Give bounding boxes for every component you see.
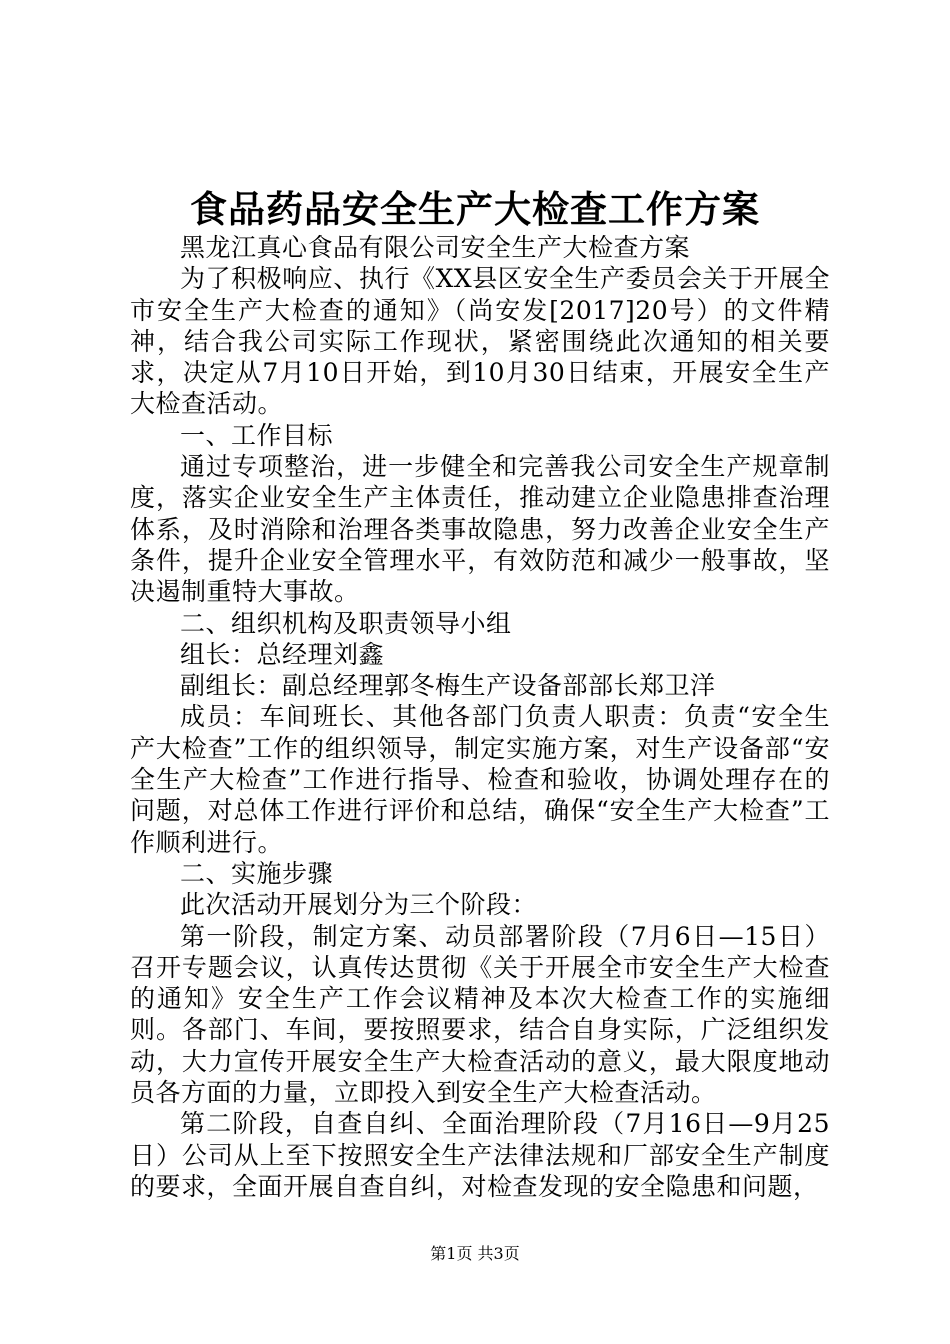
paragraph-deputy-leader: 副组长：副总经理郭冬梅生产设备部部长郑卫洋 — [180, 671, 716, 701]
page-footer: 第1页 共3页 — [430, 1244, 520, 1263]
section-heading-work-goals: 一、工作目标 — [180, 420, 334, 450]
paragraph-three-stages: 此次活动开展划分为三个阶段： — [180, 890, 538, 920]
paragraph-team-leader: 组长：总经理刘鑫 — [180, 639, 385, 669]
paragraph-work-goals: 通过专项整治，进一步健全和完善我公司安全生产规章制度，落实企业安全生产主体责任，推动建立企业隐患排查治理体系，及时消除和治理各类事故隐患，努力改善企业安全生产条件，提升企业安全管理水平，有效防范和减少一般事故，坚决遏制重特大事故。 — [130, 452, 830, 607]
section-heading-implementation-steps: 二、实施步骤 — [180, 858, 334, 888]
paragraph-stage-one: 第一阶段，制定方案、动员部署阶段（7月6日—15日）召开专题会议，认真传达贯彻《关于开展全市安全生产大检查的通知》安全生产工作会议精神及本次大检查工作的实施细则。各部门、车间，要按照要求，结合自身实际，广泛组织发动，大力宣传开展安全生产大检查活动的意义，最大限度地动员各方面的力量，立即投入到安全生产大检查活动。 — [130, 921, 830, 1108]
document-title: 食品药品安全生产大检查工作方案 — [190, 187, 760, 231]
paragraph-members-duties: 成员：车间班长、其他各部门负责人职责：负责“安全生产大检查”工作的组织领导，制定实施方案，对生产设备部“安全生产大检查”工作进行指导、检查和验收，协调处理存在的问题，对总体工作进行评价和总结，确保“安全生产大检查”工作顺利进行。 — [130, 702, 830, 857]
paragraph-intro: 为了积极响应、执行《XX县区安全生产委员会关于开展全市安全生产大检查的通知》（尚安发[2017]20号）的文件精神，结合我公司实际工作现状，紧密围绕此次通知的相关要求，决定从7月10日开始，到10月30日结束，开展安全生产大检查活动。 — [130, 264, 830, 419]
paragraph-stage-two: 第二阶段，自查自纠、全面治理阶段（7月16日—9月25日）公司从上至下按照安全生产法律法规和厂部安全生产制度的要求，全面开展自查自纠，对检查发现的安全隐患和问题， — [130, 1109, 830, 1201]
section-heading-organization: 二、组织机构及职责领导小组 — [180, 608, 512, 638]
document-body — [130, 232, 830, 1202]
paragraph-company-plan-heading: 黑龙江真心食品有限公司安全生产大检查方案 — [180, 233, 691, 262]
